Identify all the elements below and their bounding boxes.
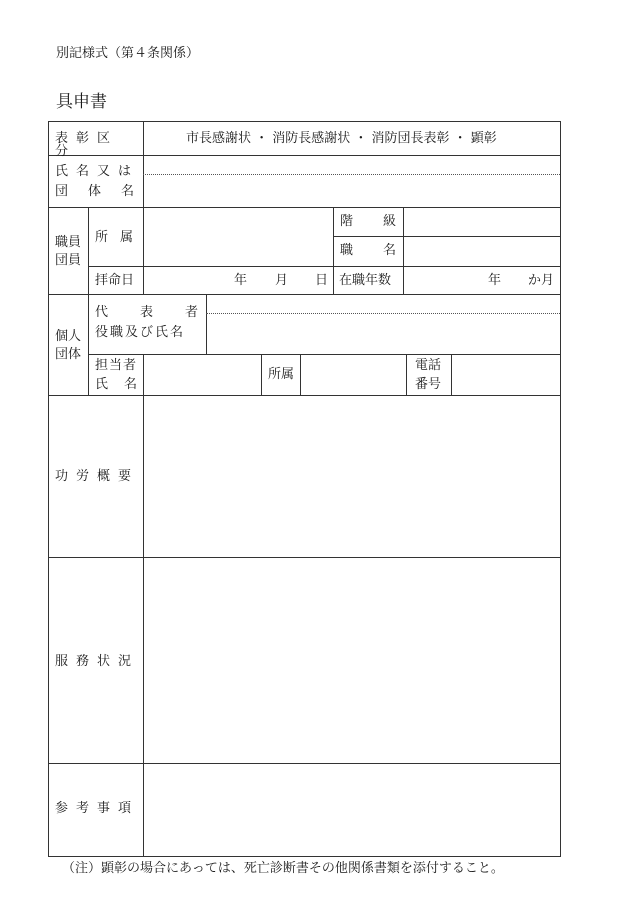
table-border [560, 121, 561, 857]
staff-affiliation-label: 所属 [95, 230, 146, 245]
staff-affiliation-field[interactable] [144, 208, 333, 266]
page-title: 具申書 [56, 92, 107, 112]
job-title-field[interactable] [404, 237, 560, 266]
phone-label-line2: 番号 [415, 377, 442, 392]
appointment-year-unit: 年 [234, 273, 248, 288]
phone-field[interactable] [452, 355, 560, 395]
service-status-label: 服務状況 [55, 654, 140, 669]
representative-field[interactable] [207, 295, 560, 354]
award-category-label-text: 表彰区分 [55, 131, 119, 159]
table-border [333, 207, 334, 294]
reference-field[interactable] [144, 764, 560, 856]
individual-group-label-line1: 個人 [55, 329, 82, 344]
contact-name-field[interactable] [144, 355, 261, 395]
service-month-unit: か月 [528, 273, 555, 288]
phone-label-line1: 電話 [415, 358, 442, 373]
service-years-label: 在職年数 [339, 273, 392, 288]
contact-label-line2: 氏名 [95, 377, 154, 392]
service-status-field[interactable] [144, 558, 560, 763]
award-category-label [55, 132, 137, 158]
staff-group-label-line1: 職員 [55, 235, 82, 250]
service-years-field[interactable] [404, 267, 560, 294]
appointment-date-field[interactable] [144, 267, 333, 294]
merit-summary-label: 功労概要 [55, 469, 140, 484]
individual-affiliation-label: 所属 [268, 367, 295, 382]
service-year-unit: 年 [488, 273, 502, 288]
award-category-field[interactable] [144, 122, 560, 155]
table-border [406, 354, 407, 395]
rank-label: 階級 [340, 214, 427, 229]
job-title-label: 職名 [340, 243, 427, 258]
individual-affiliation-field[interactable] [301, 355, 406, 395]
reference-label: 参考事項 [55, 801, 140, 816]
form-reference: 別記様式（第４条関係） [56, 46, 200, 61]
table-border [261, 354, 262, 395]
individual-group-label-line2: 団体 [55, 347, 82, 362]
award-category-options: 市長感謝状 ・ 消防長感謝状 ・ 消防団長表彰 ・ 顕彰 [186, 131, 497, 146]
name-label-line1: 氏名又は [55, 164, 140, 179]
name-label-line2: 団体名 [55, 184, 155, 199]
merit-summary-field[interactable] [144, 396, 560, 557]
contact-label-line1: 担当者 [95, 358, 138, 373]
appointment-month-unit: 月 [275, 273, 289, 288]
rank-field[interactable] [404, 208, 560, 236]
table-border [48, 856, 561, 857]
staff-group-label-line2: 団員 [55, 253, 82, 268]
footnote: （注）顕彰の場合にあっては、死亡診断書その他関係書類を添付すること。 [62, 861, 504, 876]
representative-label-line2: 役職及び氏名 [95, 325, 186, 340]
appointment-date-label: 拝命日 [95, 273, 135, 288]
name-field[interactable] [144, 156, 560, 207]
table-border [88, 207, 89, 395]
appointment-day-unit: 日 [315, 273, 329, 288]
representative-label-line1: 代表者 [95, 305, 231, 320]
table-border [48, 121, 49, 857]
